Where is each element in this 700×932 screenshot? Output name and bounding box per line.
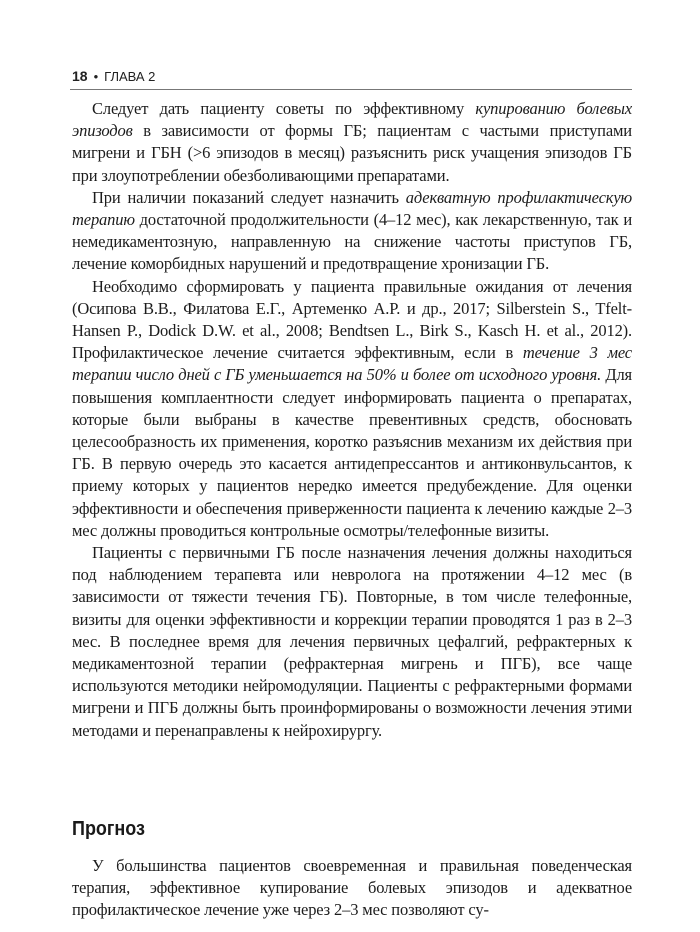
body-text bbox=[72, 98, 632, 742]
paragraph-2: При наличии показаний следует назначить адекватную профилактическую терапию достаточной продолжительности (4–12 мес), как лекарственную, так и немедикаментозную, направленную на снижение частоты приступов ГБ, лечение коморбидных нарушений и предотвращение хронизации ГБ. bbox=[72, 187, 632, 274]
paragraph-1: Следует дать пациенту советы по эффективному купированию болевых эпизодов в зависимости от формы ГБ; пациентам с частыми приступами мигрени и ГБН (>6 эпизодов в месяц) разъяснить риск учащения эпизодов ГБ при злоупотреблении обезболивающими препаратами. bbox=[72, 99, 632, 185]
running-header bbox=[72, 68, 155, 84]
paragraph-prognosis: У большинства пациентов своевременная и правильная поведенческая терапия, эффективное купирование болевых эпизодов и адекватное профилактическое лечение уже через 2–3 мес позволяют су- bbox=[72, 856, 632, 920]
page-number: 18 bbox=[72, 68, 88, 84]
section-heading: Прогноз bbox=[72, 818, 146, 840]
section-text bbox=[72, 855, 632, 922]
paragraph-3: Необходимо сформировать у пациента правильные ожидания от лечения (Осипова В.В., Филатова Е.Г., Артеменко А.Р. и др., 2017; Silberstein S., Tfelt-Hansen P., Dodick D.W. et al., 2008; Bendtsen L., Birk S., Kasch H. et al., 2012). Профилактическое лечение считается эффективным, если в течение 3 мес терапии число дней с ГБ уменьшается на 50% и более от исходного уровня. Для повышения комплаентности следует информировать пациента о препаратах, которые были выбраны в качестве превентивных средств, обосновать целесообразность их применения, коротко разъяснив механизм их действия при ГБ. В первую очередь это касается антидепрессантов и антиконвульсантов, к приему которых у пациентов нередко имеется предубеждение. Для оценки эффективности и обеспечения приверженности пациента к лечению каждые 2–3 мес должны проводиться контрольные осмотры/телефонные визиты. bbox=[72, 276, 632, 540]
header-divider bbox=[70, 89, 632, 90]
chapter-label: ГЛАВА 2 bbox=[104, 69, 156, 84]
paragraph-4: Пациенты с первичными ГБ после назначения лечения должны находиться под наблюдением терапевта или невролога на протяжении 4–12 мес (в зависимости от тяжести течения ГБ). Повторные, в том числе телефонные, визиты для оценки эффективности и коррекции терапии проводятся 1 раз в 2–3 мес. В последнее время для лечения первичных цефалгий, рефрактерных к медикаментозной терапии (рефрактерная мигрень и ПГБ), все чаще используются методики нейромодуляции. Пациенты с рефрактерными формами мигрени и ПГБ должны быть проинформированы о возможности лечения этими методами и перенаправлены к нейрохирургу. bbox=[72, 543, 632, 740]
header-bullet: • bbox=[93, 69, 99, 84]
